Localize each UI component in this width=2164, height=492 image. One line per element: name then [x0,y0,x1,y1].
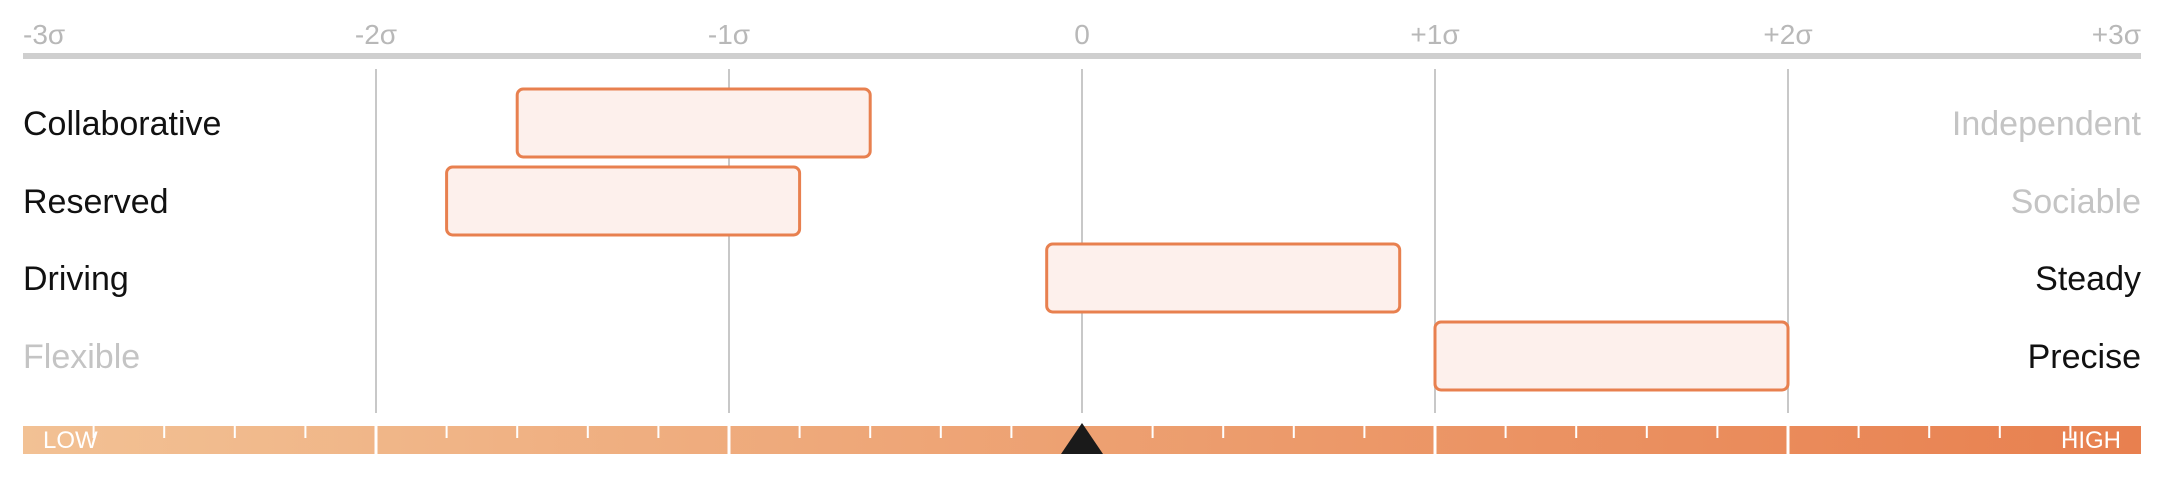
range-bar [447,167,800,235]
x-tick-label: 0 [1074,19,1090,50]
x-tick-label: +3σ [2091,19,2141,50]
range-bar [1435,322,1788,390]
x-axis-tick-labels [23,19,2141,50]
x-tick-label: -3σ [23,19,66,50]
trait-label-right: Precise [2027,338,2141,376]
trait-label-right: Independent [1951,105,2141,143]
x-tick-label: +1σ [1410,19,1460,50]
top-axis-bar [23,53,2141,59]
x-tick-label: -1σ [707,19,751,50]
range-bar [517,89,870,157]
trait-label-left: Driving [23,260,129,298]
trait-label-right: Sociable [2010,183,2141,221]
trait-label-left: Collaborative [23,105,222,143]
scale-low-label: LOW [43,427,98,454]
scale-high-label: HIGH [2061,427,2121,454]
low-high-scale [23,423,2141,454]
trait-label-right: Steady [2035,260,2141,298]
x-tick-label: -2σ [354,19,398,50]
x-tick-label: +2σ [1763,19,1813,50]
trait-label-left: Flexible [23,338,141,376]
range-bar [1047,244,1400,312]
trait-label-left: Reserved [23,183,169,221]
range-bars [447,89,1788,390]
